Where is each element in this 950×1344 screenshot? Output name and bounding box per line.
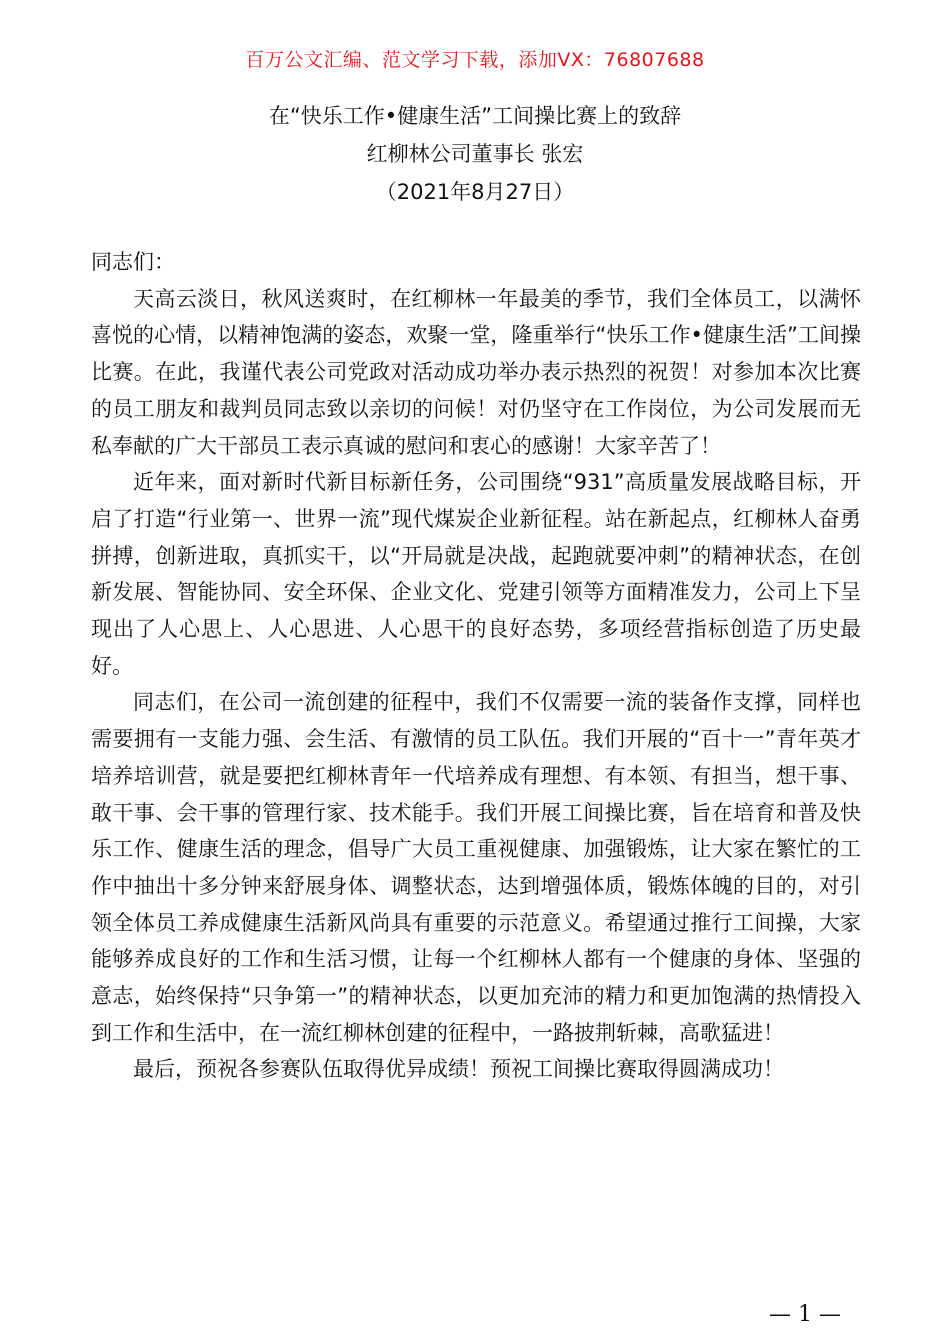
paragraph-3: 同志们，在公司一流创建的征程中，我们不仅需要一流的装备作支撑，同样也需要拥有一支能力强、会生活、有激情的员工队伍。我们开展的“百十一”青年英才培养培训营，就是要把红柳林青年一代培养成有理想、有本领、有担当，想干事、敢干事、会干事的管理行家、技术能手。我们开展工间操比赛，旨在培育和普及快乐工作、健康生活的理念，倡导广大员工重视健康、加强锻炼，让大家在繁忙的工作中抽出十多分钟来舒展身体、调整状态，达到增强体质，锻炼体魄的目的，对引领全体员工养成健康生活新风尚具有重要的示范意义。希望通过推行工间操，大家能够养成良好的工作和生活习惯，让每一个红柳林人都有一个健康的身体、坚强的意志，始终保持“只争第一”的精神状态，以更加充沛的精力和更加饱满的热情投入到工作和生活中，在一流红柳林创建的征程中，一路披荆斩棘，高歌猛进！ — [91, 690, 861, 1045]
document-title: 在“快乐工作•健康生活”工间操比赛上的致辞 — [268, 104, 682, 128]
page-number: — 1 — — [769, 1302, 841, 1327]
document-date: （2021年8月27日） — [375, 180, 575, 204]
paragraph-4: 最后，预祝各参赛队伍取得优异成绩！预祝工间操比赛取得圆满成功！ — [133, 1057, 784, 1082]
document-title-block — [0, 97, 950, 211]
download-notice: 百万公文汇编、范文学习下载，添加VX：76807688 — [245, 49, 705, 71]
salutation: 同志们： — [91, 250, 175, 274]
paragraph-1: 天高云淡日，秋风送爽时，在红柳林一年最美的季节，我们全体员工，以满怀喜悦的心情，以精神饱满的姿态，欢聚一堂，隆重举行“快乐工作•健康生活”工间操比赛。在此，我谨代表公司党政对活动成功举办表示热烈的祝贺！对参加本次比赛的员工朋友和裁判员同志致以亲切的问候！对仍坚守在工作岗位，为公司发展而无私奉献的广大干部员工表示真诚的慰问和衷心的感谢！大家辛苦了！ — [91, 286, 861, 458]
document-body — [91, 244, 861, 1088]
paragraph-2: 近年来，面对新时代新目标新任务，公司围绕“931”高质量发展战略目标，开启了打造“行业第一、世界一流”现代煤炭企业新征程。站在新起点，红柳林人奋勇拼搏，创新进取，真抓实干，以“开局就是决战，起跑就要冲刺”的精神状态，在创新发展、智能协同、安全环保、企业文化、党建引领等方面精准发力，公司上下呈现出了人心思上、人心思进、人心思干的良好态势，多项经营指标创造了历史最好。 — [91, 470, 861, 678]
document-author: 红柳林公司董事长 张宏 — [366, 142, 584, 166]
